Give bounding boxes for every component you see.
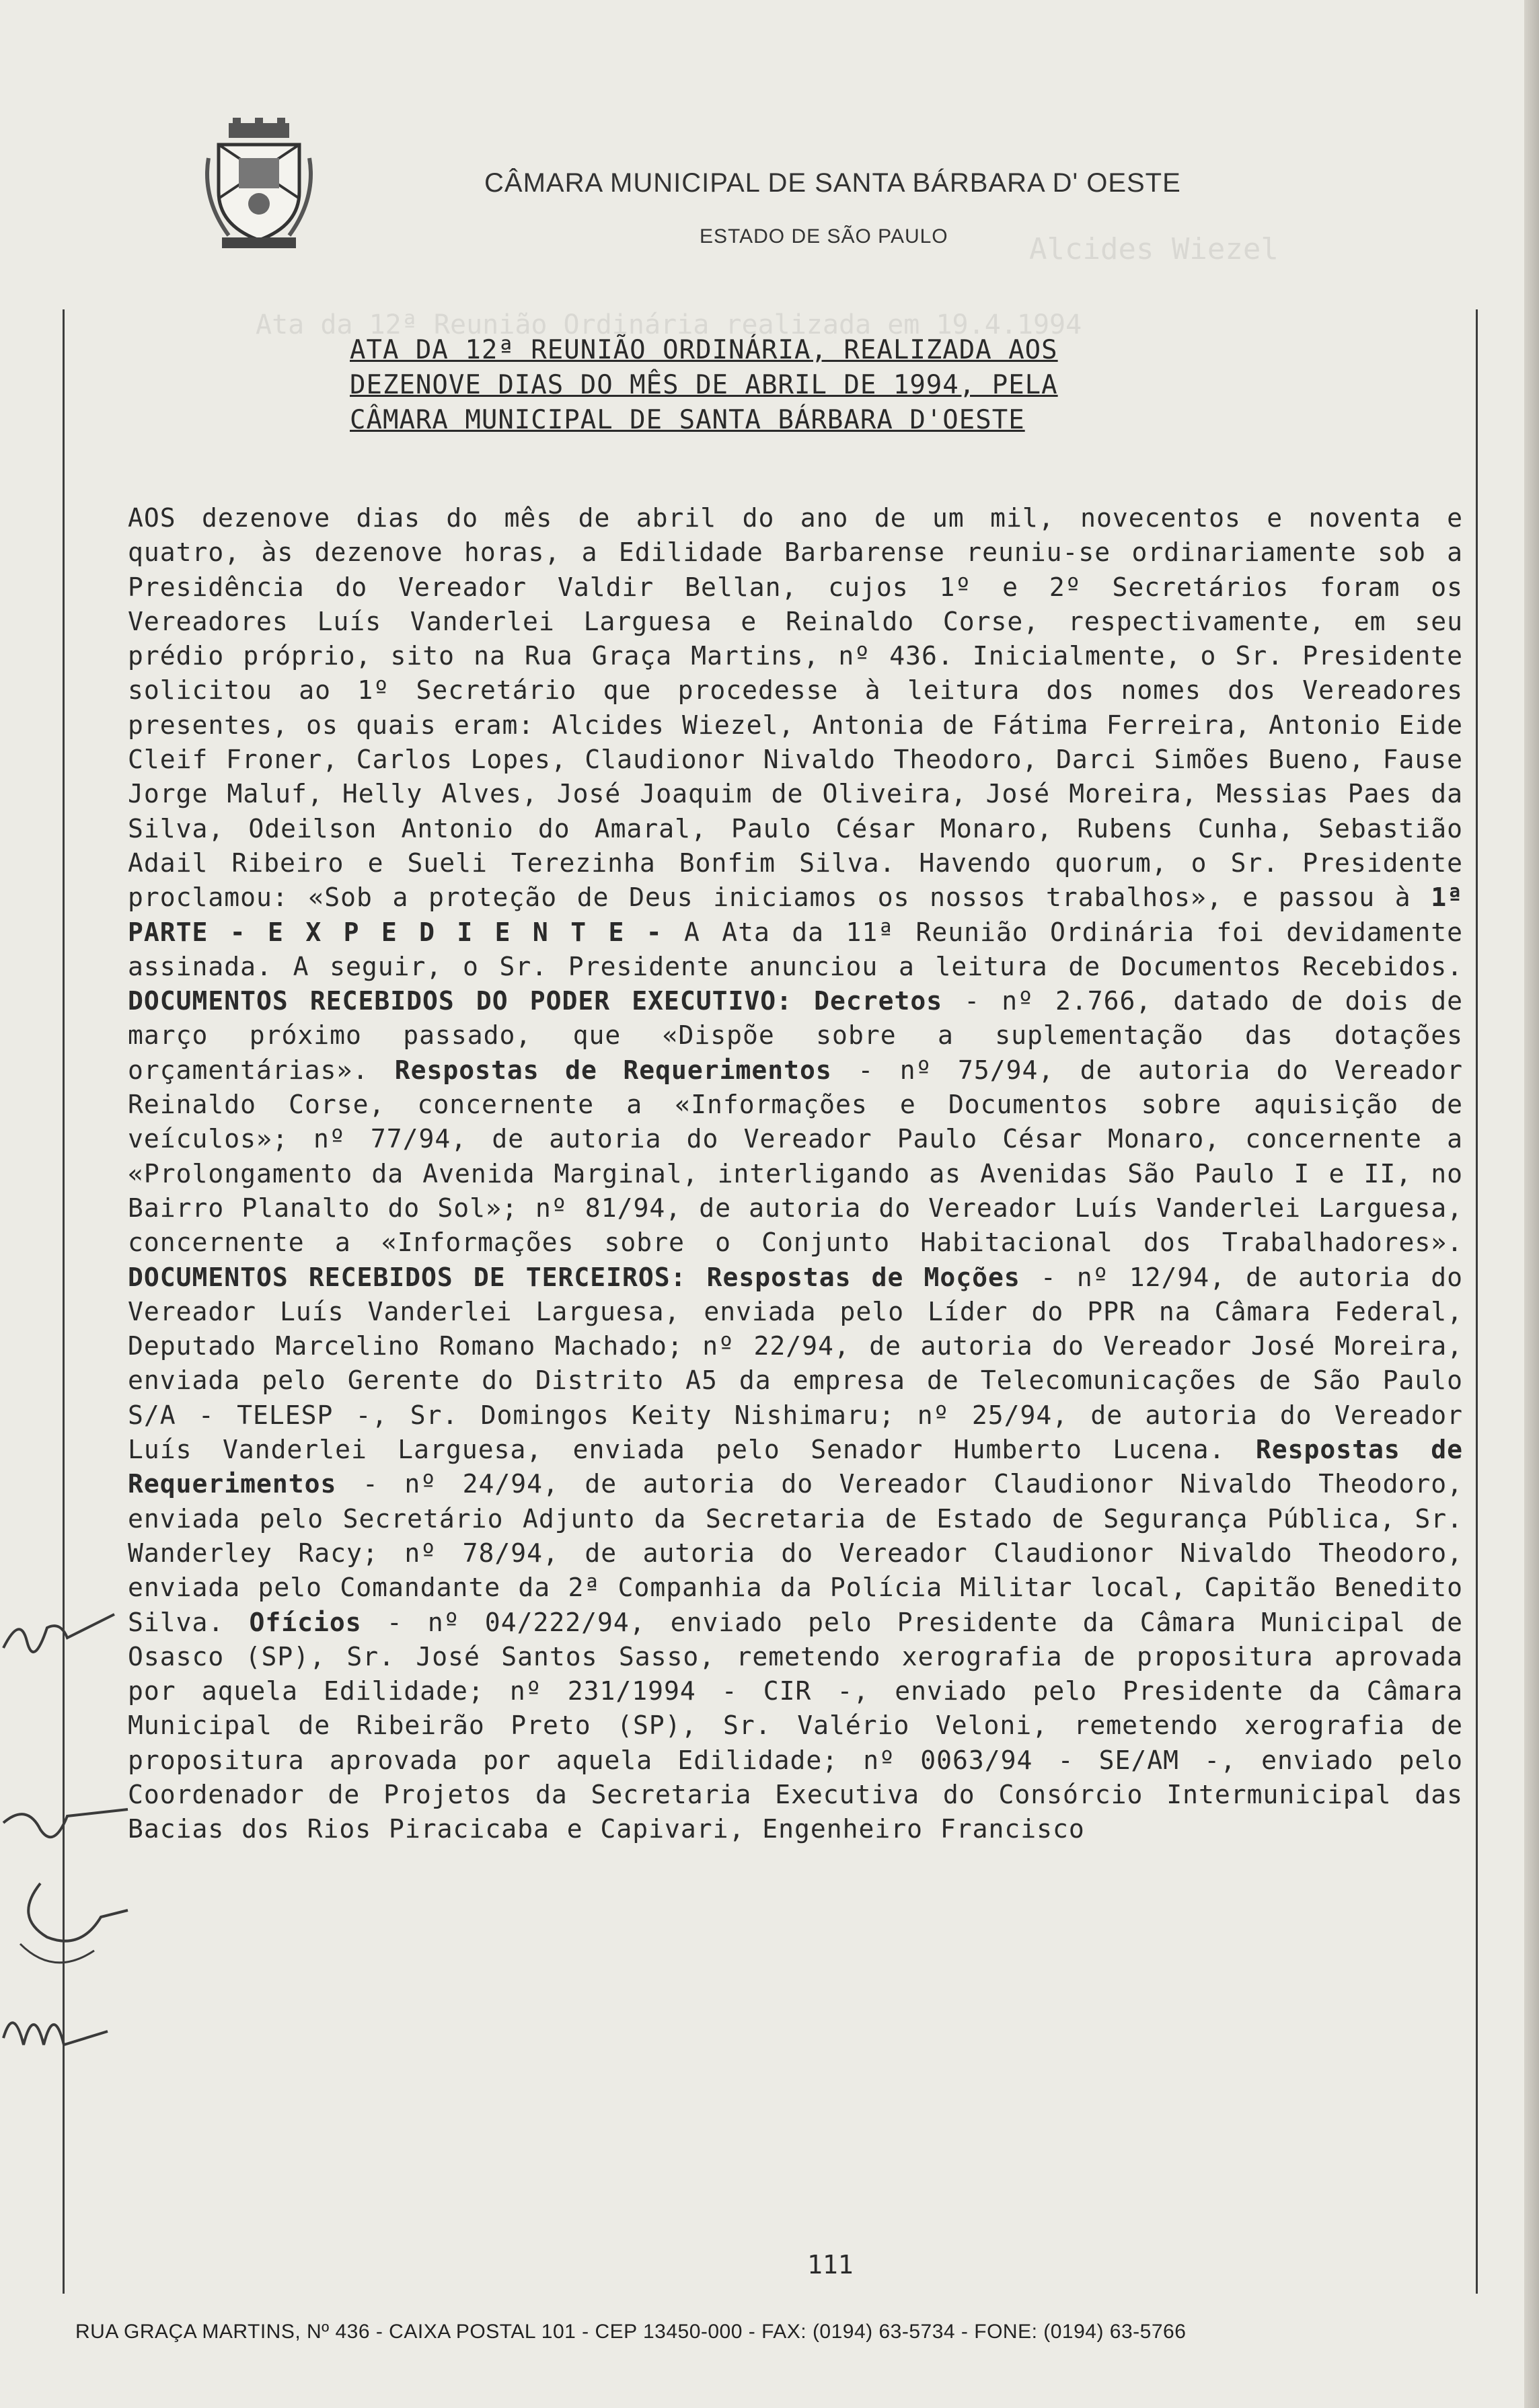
bleed-through-title: Ata da 12ª Reunião Ordinária realizada em 19.4.1994 [256,309,1082,340]
section-heading: DOCUMENTOS RECEBIDOS DO PODER EXECUTIVO: Decretos [128,986,943,1016]
body-text-segment: - nº 24/94, de autoria do Vereador Claudionor Nivaldo Theodoro, enviada pelo Secretário Adjunto da Secretaria de Estado de Segurança Pública, Sr. Wanderley Racy; nº 78/94, de autoria do Vereador Claudionor Nivaldo Theodoro, enviada pelo Comandante da 2ª Companhia da Polícia Militar local, Capitão Benedito Silva. [128,1469,1463,1637]
title-line: ATA DA 12ª REUNIÃO ORDINÁRIA, REALIZADA AOS [350,335,1058,365]
margin-signatures-icon [0,1601,135,2112]
page-number: 111 [807,2250,854,2280]
section-heading: DOCUMENTOS RECEBIDOS DE TERCEIROS: Respostas de Moções [128,1262,1020,1292]
body-text-segment: - nº 2.766, datado de dois de março próximo passado, que «Dispõe sobre a suplementação das dotações orçamentárias». [128,986,1463,1085]
section-heading: Respostas de Requerimentos [128,1435,1463,1499]
institution-state: ESTADO DE SÃO PAULO [700,225,948,248]
institution-name: CÂMARA MUNICIPAL DE SANTA BÁRBARA D' OESTE [484,168,1181,198]
body-text-segment: - nº 12/94, de autoria do Vereador Luís Vanderlei Larguesa, enviada pelo Líder do PPR na Câmara Federal, Deputado Marcelino Romano Machado; nº 22/94, de autoria do Vereador José Moreira, enviada pelo Gerente do Distrito A5 da empresa de Telecomunicações de São Paulo S/A - TELESP -, Sr. Domingos Keity Nishimaru; nº 25/94, de autoria do Vereador Luís Vanderlei Larguesa, enviada pelo Senador Humberto Lucena. [128,1262,1463,1465]
section-heading: 1ª PARTE - E X P E D I E N T E - [128,882,1463,947]
document-title [350,333,1291,438]
right-margin-rule [1476,309,1478,2294]
title-line: DEZENOVE DIAS DO MÊS DE ABRIL DE 1994, PELA [350,370,1058,400]
section-heading: Ofícios [249,1607,362,1637]
body-text-segment: AOS dezenove dias do mês de abril do ano de um mil, novecentos e noventa e quatro, às dezenove horas, a Edilidade Barbarense reuniu-se ordinariamente sob a Presidência do Vereador Valdir Bellan, cujos 1º e 2º Secretários foram os Vereadores Luís Vanderlei Larguesa e Reinaldo Corse, respectivamente, em seu prédio próprio, sito na Rua Graça Martins, nº 436. Inicialmente, o Sr. Presidente solicitou ao 1º Secretário que procedesse à leitura dos nomes dos Vereadores presentes, os quais eram: Alcides Wiezel, Antonia de Fátima Ferreira, Antonio Eide Cleif Froner, Carlos Lopes, Claudionor Nivaldo Theodoro, Darci Simões Bueno, Fause Jorge Maluf, Helly Alves, José Joaquim de Oliveira, José Moreira, Messias Paes da Silva, Odeilson Antonio do Amaral, Paulo César Monaro, Rubens Cunha, Sebastião Adail Ribeiro e Sueli Terezinha Bonfim Silva. Havendo quorum, o Sr. Presidente proclamou: «Sob a proteção de Deus iniciamos os nossos trabalhos», e passou à [128,503,1463,913]
bleed-through-name: Alcides Wiezel [1029,232,1279,266]
body-text-segment: A Ata da 11ª Reunião Ordinária foi devidamente assinada. A seguir, o Sr. Presidente anunciou a leitura de Documentos Recebidos. [128,917,1463,981]
body-text-segment: - nº 04/222/94, enviado pelo Presidente da Câmara Municipal de Osasco (SP), Sr. José Santos Sasso, remetendo xerografia de propositura aprovada por aquela Edilidade; nº 231/1994 - CIR -, enviado pelo Presidente da Câmara Municipal de Ribeirão Preto (SP), Sr. Valério Veloni, remetendo xerografia de propositura aprovada por aquela Edilidade; nº 0063/94 - SE/AM -, enviado pelo Coordenador de Projetos da Secretaria Executiva do Consórcio Intermunicipal das Bacias dos Rios Piracicaba e Capivari, Engenheiro Francisco [128,1607,1463,1844]
page-footer: RUA GRAÇA MARTINS, Nº 436 - CAIXA POSTAL 101 - CEP 13450-000 - FAX: (0194) 63-5734 - FONE: (0194) 63-5766 [75,2321,1187,2343]
section-heading: Respostas de Requerimentos [394,1055,832,1085]
binding-edge [1524,0,1539,2408]
coat-of-arms-icon [202,118,316,252]
minutes-body [128,501,1463,1847]
title-line: CÂMARA MUNICIPAL DE SANTA BÁRBARA D'OESTE [350,405,1025,435]
body-text-segment: - nº 75/94, de autoria do Vereador Reinaldo Corse, concernente a «Informações e Documentos sobre aquisição de veículos»; nº 77/94, de autoria do Vereador Paulo César Monaro, concernente a «Prolongamento da Avenida Marginal, interligando as Avenidas São Paulo I e II, no Bairro Planalto do Sol»; nº 81/94, de autoria do Vereador Luís Vanderlei Larguesa, concernente a «Informações sobre o Conjunto Habitacional dos Trabalhadores». [128,1055,1463,1258]
